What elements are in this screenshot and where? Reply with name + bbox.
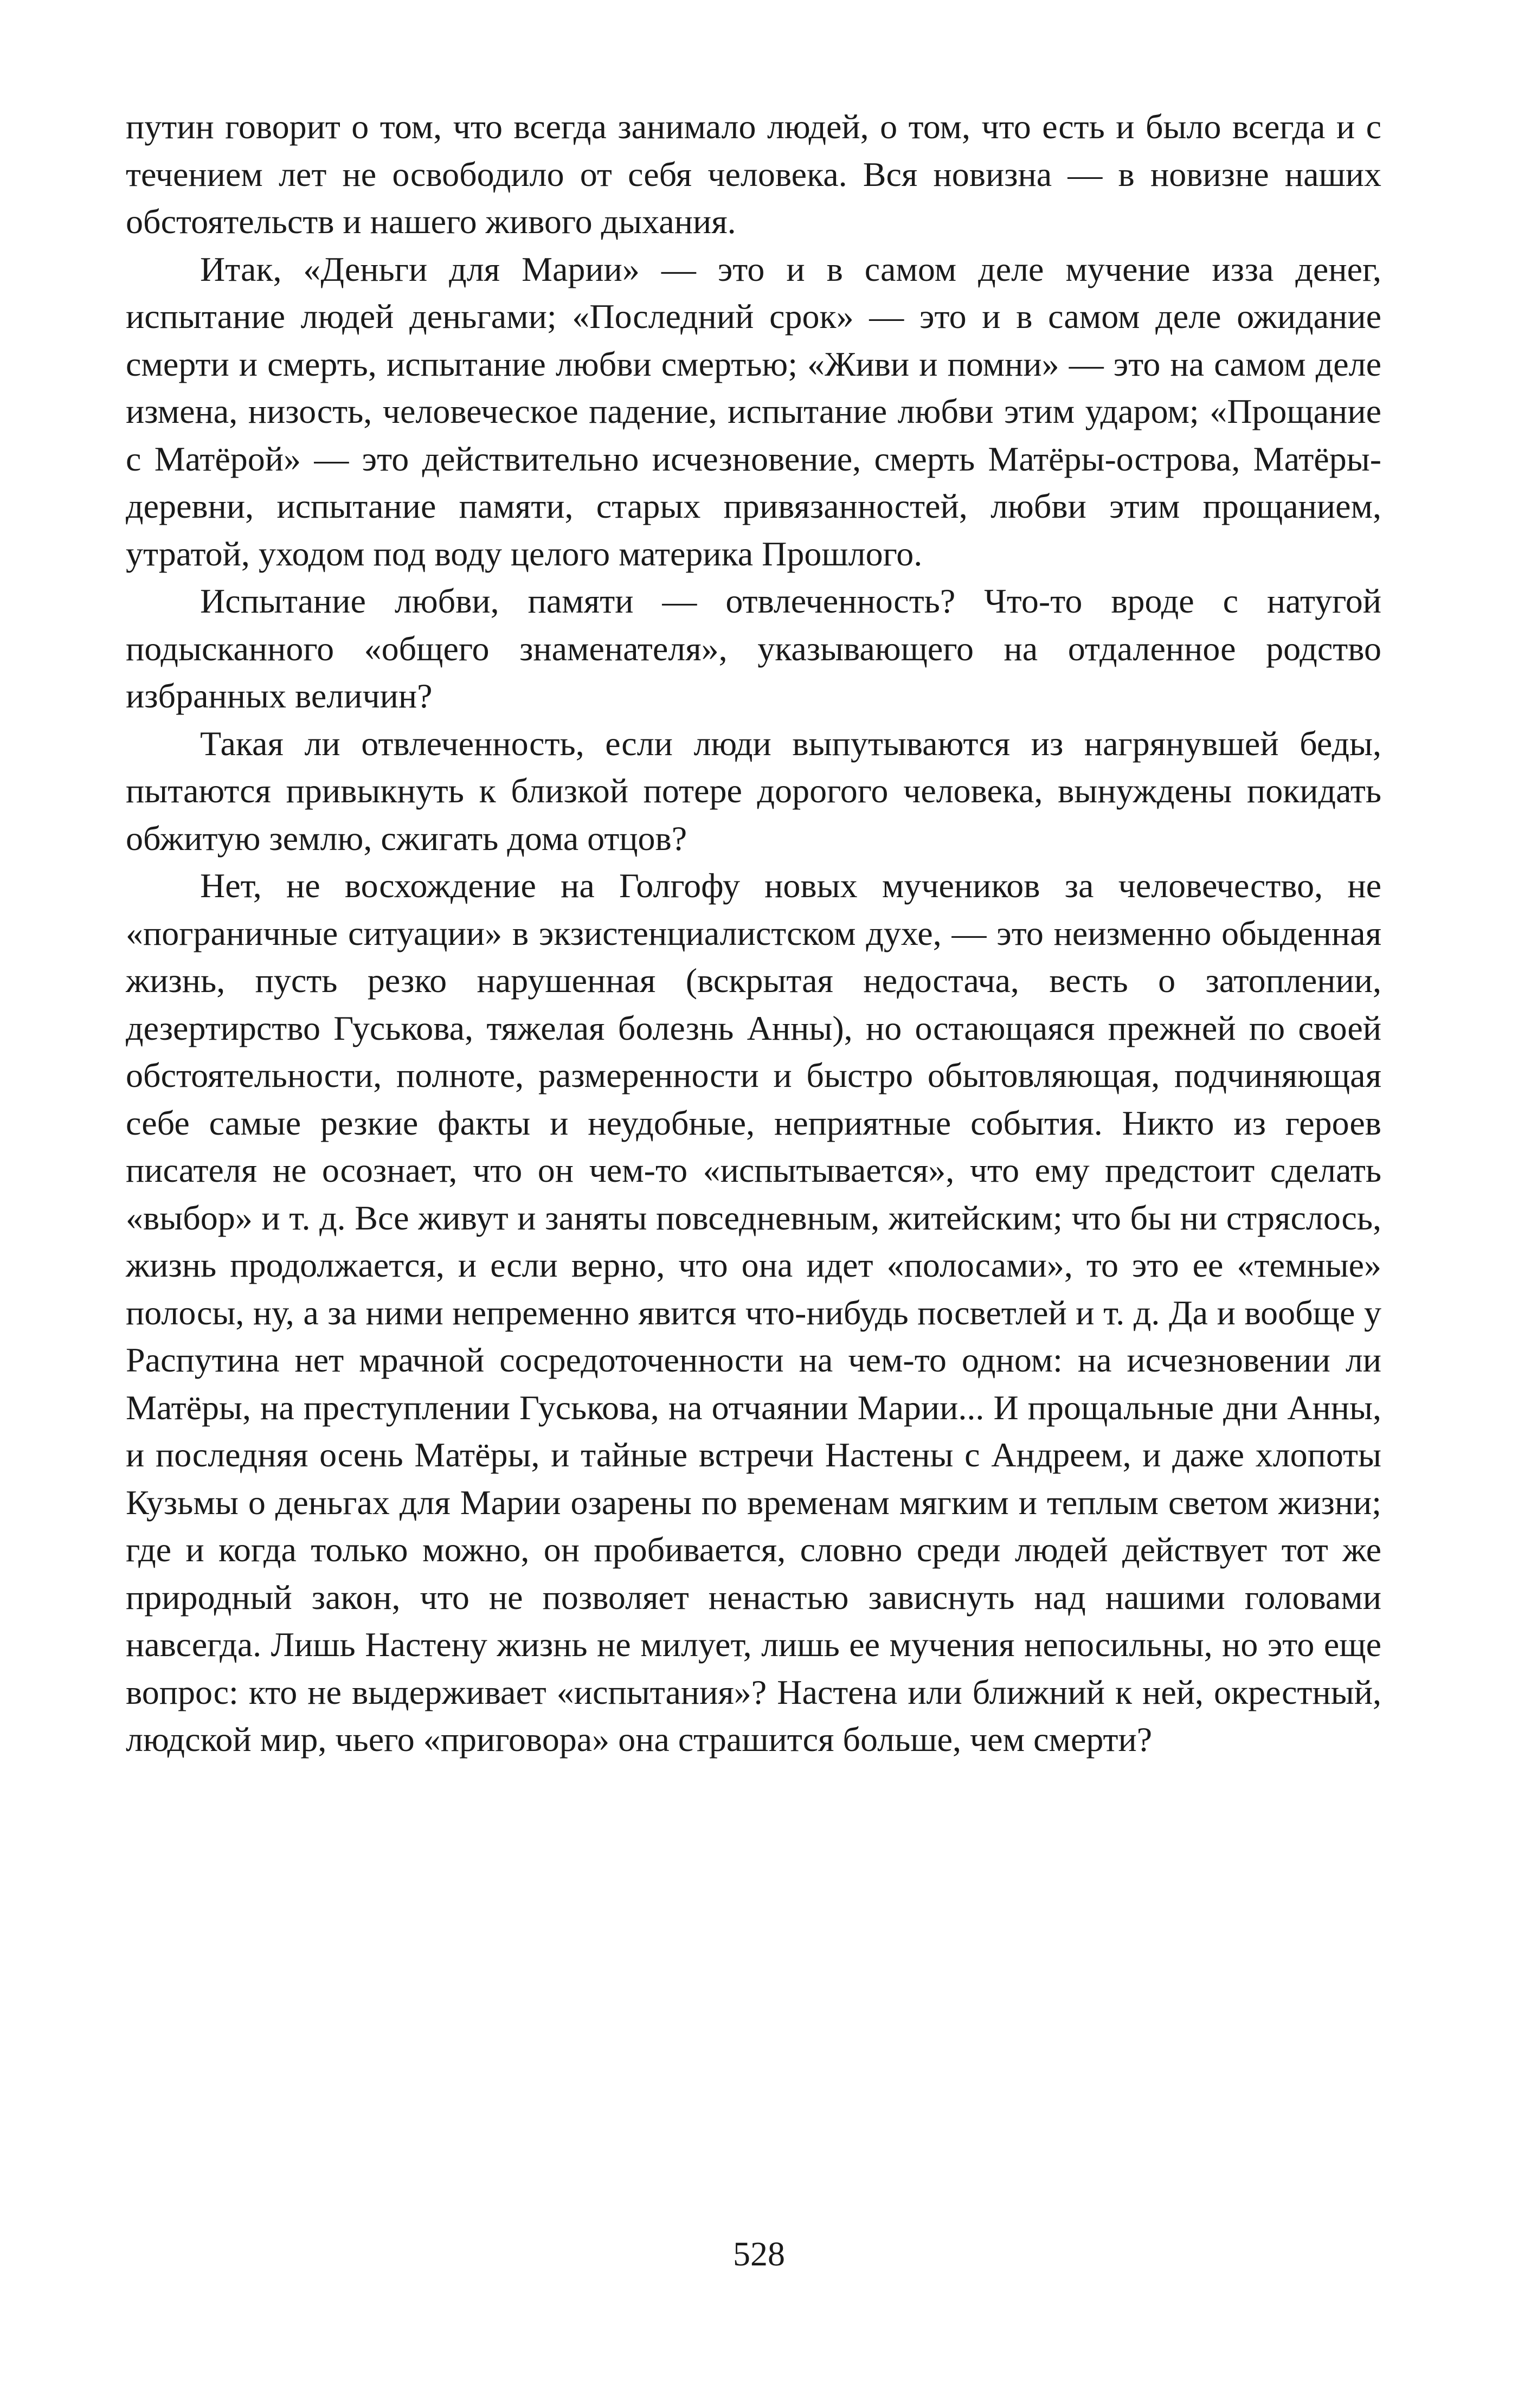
paragraph-1: путин говорит о том, что всегда занимало людей, о том, что есть и было всегда и с течением лет не освободило от себя человека. Вся новизна — в новизне наших обстоятельств и нашего живого дыхания. xyxy=(126,107,1381,241)
paragraph-2: Итак, «Деньги для Марии» — это и в самом деле мучение изза денег, испытание людей деньгами; «Последний срок» — это и в самом деле ожидание смерти и смерть, испытание любви смертью; «Живи и помни» — это на самом деле измена, низость, человеческое падение, испытание любви этим ударом; «Прощание с Матёрой» — это действительно исчезновение, смерть Матёры-острова, Матёры-деревни, испытание памяти, старых привязанностей, любви этим прощанием, утратой, уходом под воду целого материка Прошлого. xyxy=(126,249,1381,573)
paragraph-4: Такая ли отвлеченность, если люди выпутываются из нагрянувшей беды, пытаются привыкнуть к близкой потере дорогого человека, вынуждены покидать обжитую землю, сжигать дома отцов? xyxy=(126,724,1381,858)
paragraph-5: Нет, не восхождение на Голгофу новых мучеников за человечество, не «пограничные ситуации» в экзистенциалистском духе, — это неизменно обыденная жизнь, пусть резко нарушенная (вскрытая недостача, весть о затоплении, дезертирство Гуськова, тяжелая болезнь Анны), но остающаяся прежней по своей обстоятельности, полноте, размеренности и быстро обытовляющая, подчиняющая себе самые резкие факты и неудобные, неприятные события. Никто из героев писателя не осознает, что он чем-то «испытывается», что ему предстоит сделать «выбор» и т. д. Все живут и заняты повседневным, житейским; что бы ни стряслось, жизнь продолжается, и если верно, что она идет «полосами», то это ее «темные» полосы, ну, а за ними непременно явится что-нибудь посветлей и т. д. Да и вообще у Распутина нет мрачной сосредоточенности на чем-то одном: на исчезновении ли Матёры, на преступлении Гуськова, на отчаянии Марии... И прощальные дни Анны, и последняя осень Матёры, и тайные встречи Настены с Андреем, и даже хлопоты Кузьмы о деньгах для Марии озарены по временам мягким и теплым светом жизни; где и когда только можно, он пробивается, словно среди людей действует тот же природный закон, что не позволяет ненастью зависнуть над нашими головами навсегда. Лишь Настену жизнь не милует, лишь ее мучения непосильны, но это еще вопрос: кто не выдерживает «испытания»? Настена или ближний к ней, окрестный, людской мир, чьего «приговора» она страшится больше, чем смерти? xyxy=(126,866,1381,1759)
page-body xyxy=(126,103,1381,1763)
page-number: 528 xyxy=(733,2235,785,2273)
paragraph-3: Испытание любви, памяти — отвлеченность? Что-то вроде с натугой подысканного «общего знаменателя», указывающего на отдаленное родство избранных величин? xyxy=(126,582,1381,715)
